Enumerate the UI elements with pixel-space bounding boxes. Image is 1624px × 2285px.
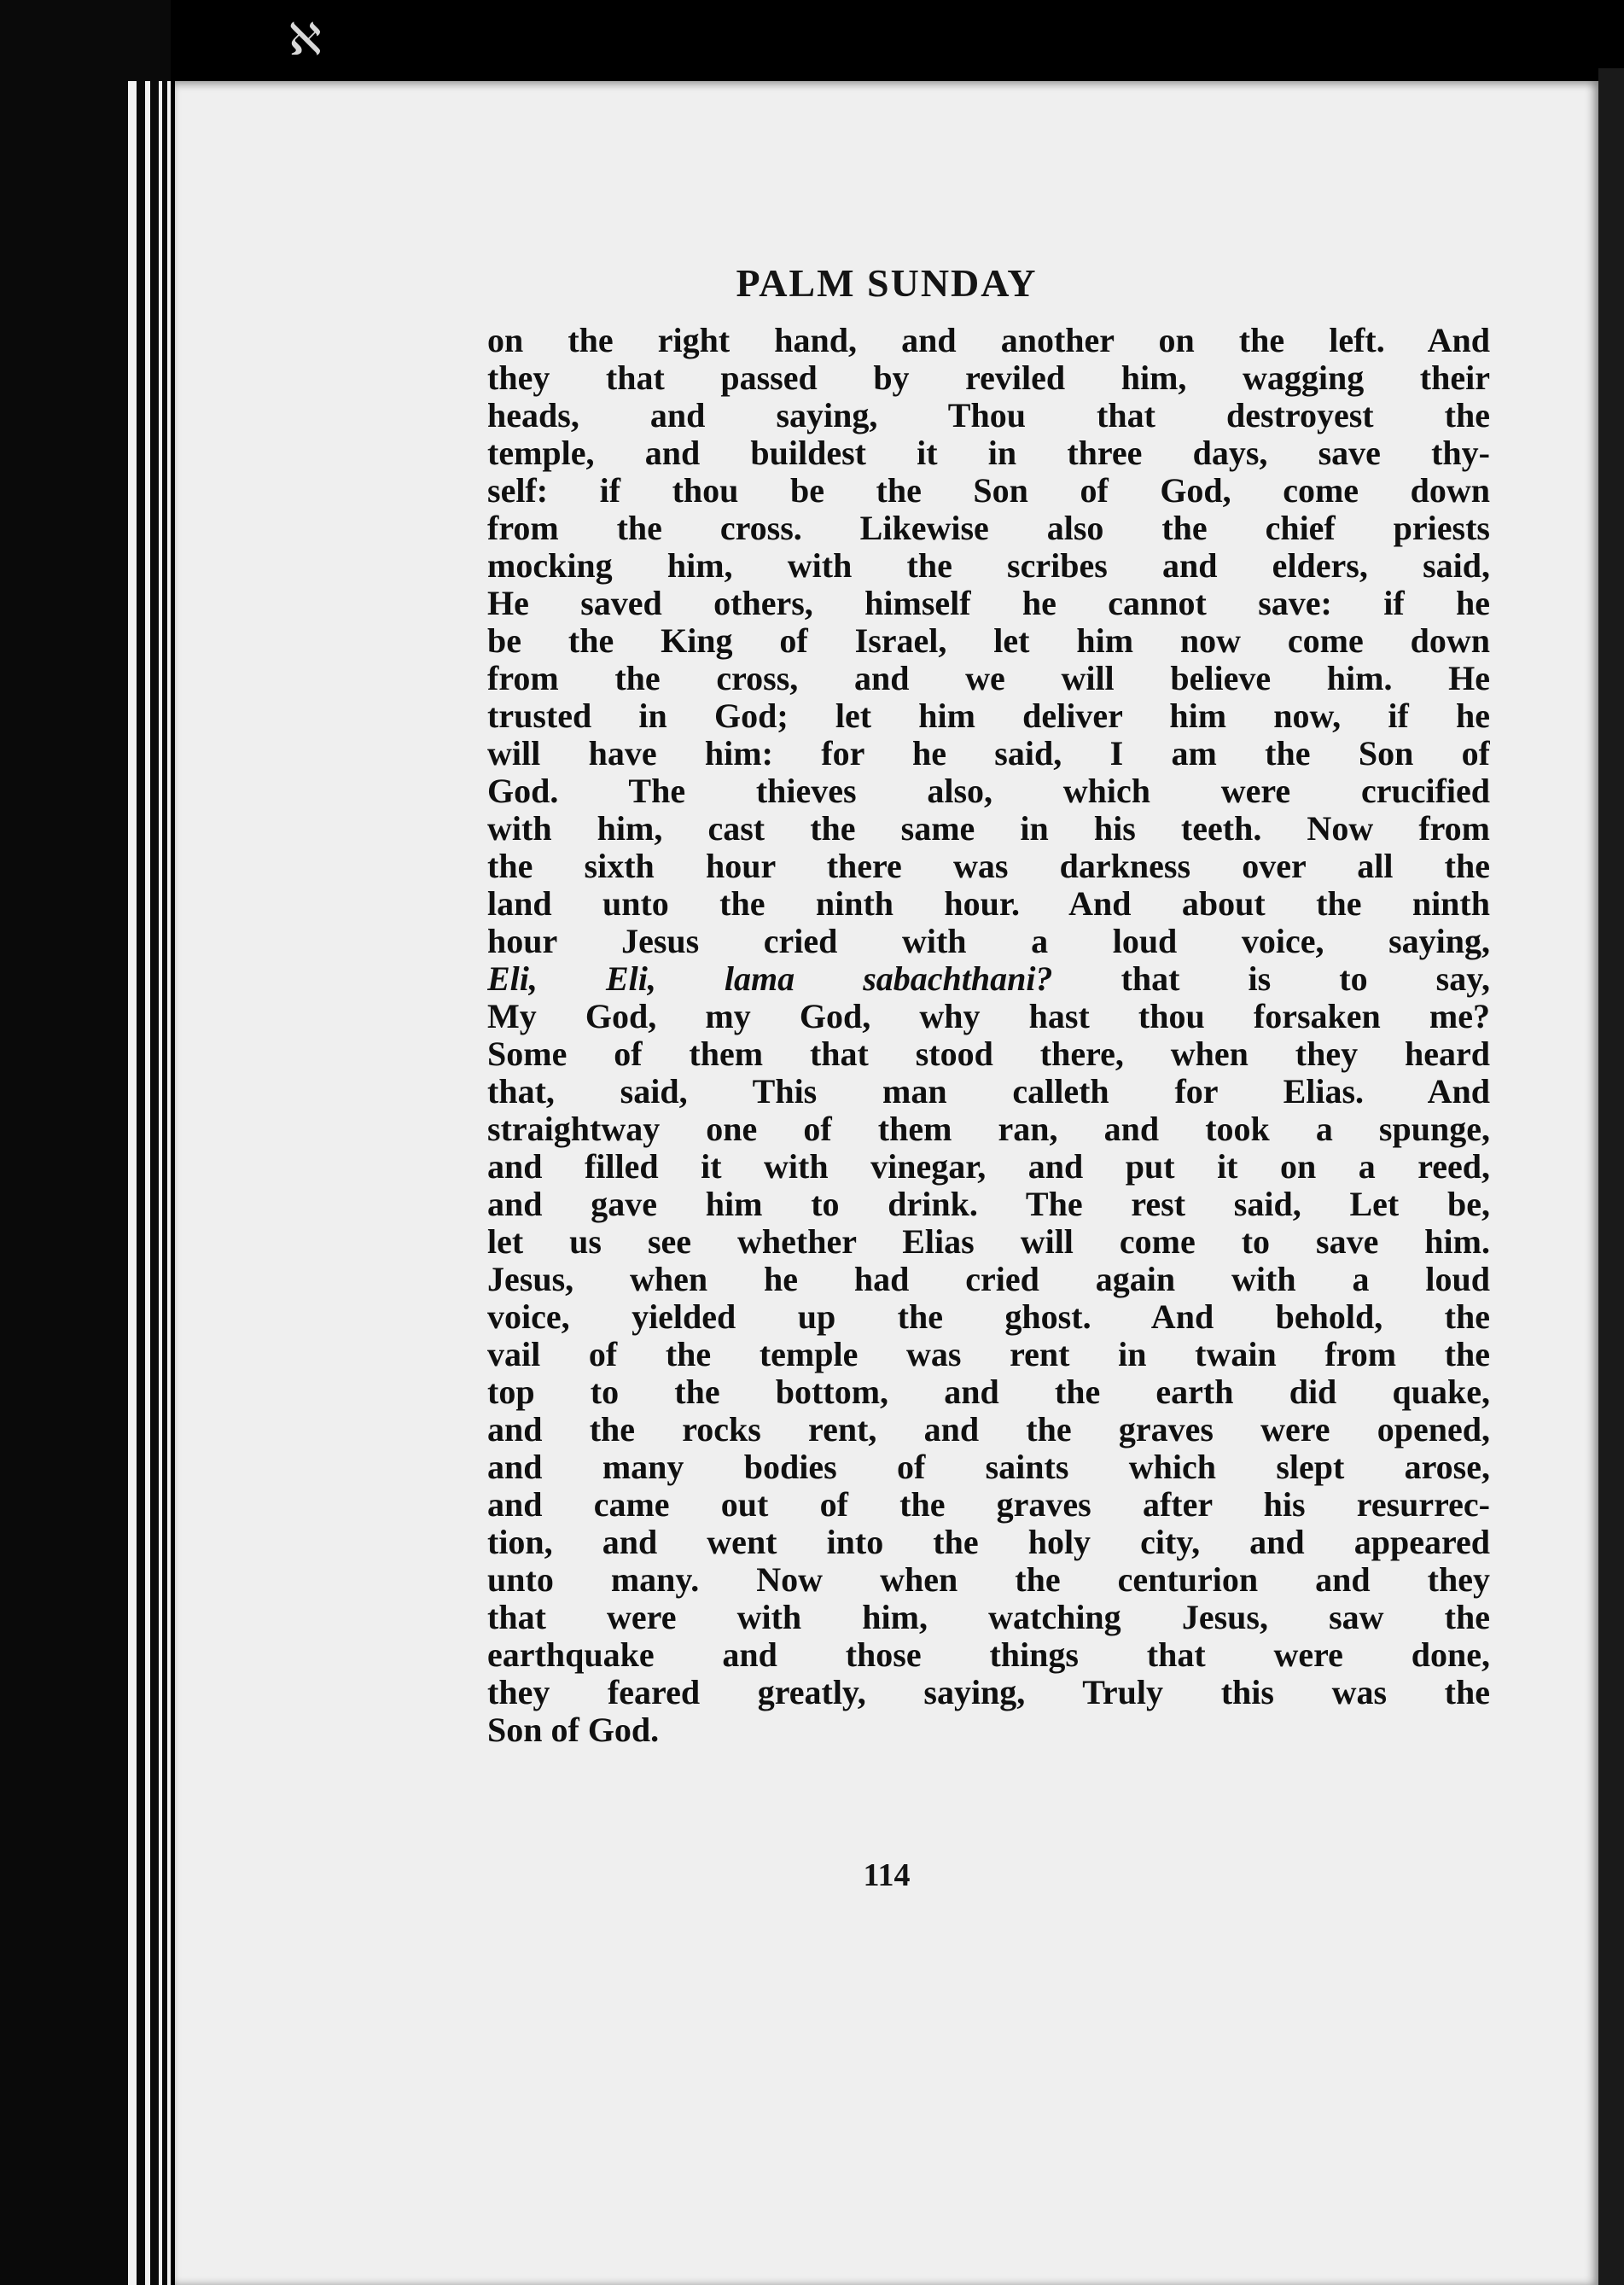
text-line [487, 1186, 1490, 1223]
page-number: 114 [863, 1857, 911, 1893]
text-line-content: straightway one of them ran, and took a spunge, [487, 1110, 1490, 1148]
text-line [487, 1711, 1490, 1749]
text-line-content: be the King of Israel, let him now come down [487, 622, 1490, 660]
italic-phrase: Eli, Eli, lama sabachthani? [487, 960, 1053, 998]
text-line-content: Some of them that stood there, when they heard [487, 1035, 1490, 1073]
text-line [487, 810, 1490, 848]
text-line [487, 960, 1490, 998]
text-line [487, 1073, 1490, 1110]
text-line [487, 1449, 1490, 1486]
text-line-content: and gave him to drink. The rest said, Let be, [487, 1186, 1490, 1223]
scan-speck-mark: ℵ [288, 15, 322, 66]
text-line [487, 1486, 1490, 1524]
text-line [487, 998, 1490, 1035]
text-line-content: tion, and went into the holy city, and appeared [487, 1524, 1490, 1561]
text-line [487, 772, 1490, 810]
text-line [487, 1298, 1490, 1336]
text-line-content: unto many. Now when the centurion and they [487, 1561, 1490, 1599]
text-line-content: from the cross. Likewise also the chief priests [487, 510, 1490, 547]
text-line [487, 1148, 1490, 1186]
text-line [487, 397, 1490, 434]
text-line-content: mocking him, with the scribes and elders, said, [487, 547, 1490, 585]
text-line-content: let us see whether Elias will come to save him. [487, 1223, 1490, 1261]
text-line [487, 1599, 1490, 1636]
text-line [487, 434, 1490, 472]
running-head: PALM SUNDAY [736, 261, 1038, 305]
text-line [487, 472, 1490, 510]
body-text [487, 322, 1490, 1749]
text-line [487, 1223, 1490, 1261]
page-edge-line [128, 81, 137, 2285]
text-line [487, 622, 1490, 660]
text-line [487, 660, 1490, 697]
text-line-content: they that passed by reviled him, wagging their [487, 359, 1490, 397]
text-line-content: vail of the temple was rent in twain from the [487, 1336, 1490, 1373]
text-line-content: top to the bottom, and the earth did quake, [487, 1373, 1490, 1411]
text-line [487, 322, 1490, 359]
text-line [487, 510, 1490, 547]
text-line-content: and the rocks rent, and the graves were opened, [487, 1411, 1490, 1449]
text-line [487, 697, 1490, 735]
text-line-content: voice, yielded up the ghost. And behold, the [487, 1298, 1490, 1336]
text-line [487, 848, 1490, 885]
text-line [487, 885, 1490, 923]
page-edge-line [167, 81, 171, 2285]
text-line-content: they feared greatly, saying, Truly this was the [487, 1674, 1490, 1711]
text-line-content: the sixth hour there was darkness over all the [487, 848, 1490, 885]
text-line-content: and came out of the graves after his resurrec- [487, 1486, 1490, 1524]
page-edge-line [159, 81, 162, 2285]
text-line-content: that, said, This man calleth for Elias. And [487, 1073, 1490, 1110]
text-line [487, 1561, 1490, 1599]
text-line [487, 1336, 1490, 1373]
text-line-content: He saved others, himself he cannot save: if he [487, 585, 1490, 622]
text-line-content: that were with him, watching Jesus, saw the [487, 1599, 1490, 1636]
text-line-content: and many bodies of saints which slept arose, [487, 1449, 1490, 1486]
text-line-content: My God, my God, why hast thou forsaken me? [487, 998, 1490, 1035]
text-line-content: temple, and buildest it in three days, save thy- [487, 434, 1490, 472]
text-line-content: that is to say, [1052, 960, 1490, 998]
text-line [487, 547, 1490, 585]
scan-right-margin [1598, 68, 1624, 2285]
text-line [487, 1636, 1490, 1674]
text-line-content: heads, and saying, Thou that destroyest the [487, 397, 1490, 434]
text-line-content: trusted in God; let him deliver him now, if he [487, 697, 1490, 735]
book-page [175, 81, 1598, 2285]
text-line-content: self: if thou be the Son of God, come down [487, 472, 1490, 510]
text-line-content: Son of God. [487, 1711, 660, 1749]
text-line [487, 1373, 1490, 1411]
text-line [487, 923, 1490, 960]
text-line [487, 1411, 1490, 1449]
text-line-content: Jesus, when he had cried again with a loud [487, 1261, 1490, 1298]
text-line-content: on the right hand, and another on the left. And [487, 322, 1490, 359]
text-line [487, 585, 1490, 622]
text-line-content: with him, cast the same in his teeth. Now from [487, 810, 1490, 848]
text-line [487, 359, 1490, 397]
page-edge-line [145, 81, 150, 2285]
text-line-content: God. The thieves also, which were crucified [487, 772, 1490, 810]
text-line [487, 1524, 1490, 1561]
text-line-content: land unto the ninth hour. And about the ninth [487, 885, 1490, 923]
text-line [487, 1035, 1490, 1073]
text-line-content: from the cross, and we will believe him. He [487, 660, 1490, 697]
text-line-content: earthquake and those things that were done, [487, 1636, 1490, 1674]
text-line-content: will have him: for he said, I am the Son of [487, 735, 1490, 772]
text-line-content: hour Jesus cried with a loud voice, saying, [487, 923, 1490, 960]
text-line [487, 1674, 1490, 1711]
text-line [487, 1110, 1490, 1148]
scan-top-margin [0, 0, 1624, 81]
text-line [487, 1261, 1490, 1298]
text-line-content: and filled it with vinegar, and put it on a reed, [487, 1148, 1490, 1186]
text-line [487, 735, 1490, 772]
